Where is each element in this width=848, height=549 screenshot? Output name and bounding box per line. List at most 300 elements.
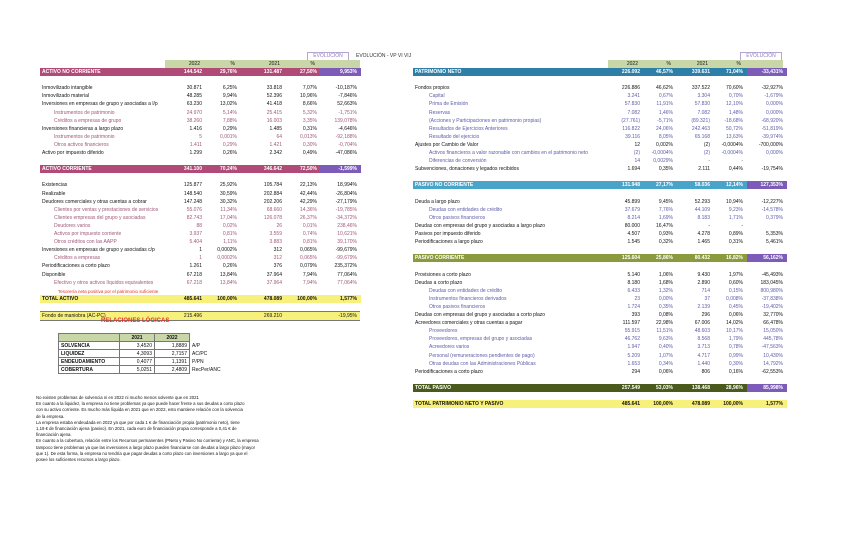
ratio-2021: 3,4520 <box>120 342 155 350</box>
table-row <box>40 295 360 303</box>
value-2022: 3.241 <box>627 93 640 100</box>
pct-2021: 0,065% <box>300 247 317 254</box>
table-row <box>40 206 360 214</box>
pct-2022: 0,67% <box>658 93 673 100</box>
table-row <box>40 246 360 254</box>
value-2021: 478.089 <box>263 295 282 302</box>
value-2021: 346.642 <box>263 166 282 173</box>
analysis-line: que 1). De esta forma, la empresa no tendría que pagar deudas a corto plazo con inversiones a largo ya que el <box>36 450 248 456</box>
table-row <box>413 384 783 392</box>
evolution: -19,402% <box>761 303 783 310</box>
pct-2021: 12,10% <box>726 101 743 108</box>
value-2022: 147.248 <box>183 198 202 205</box>
pct-2022: 0,02% <box>222 222 237 229</box>
table-row <box>413 254 783 262</box>
ratio-row <box>59 366 231 374</box>
pct-2022: 27,17% <box>656 182 673 189</box>
value-2021: 1.465 <box>697 239 710 246</box>
pct-2021: 13,63% <box>726 133 743 140</box>
analysis-line: En cuanto a la cobertura, relación entre los Recursos permanentes (PNeto y Pasivo No corriente) y ANC, la empresa <box>36 438 259 444</box>
pct-2022: 0,40% <box>658 344 673 351</box>
row-label: Inversiones en empresas de grupo y asociadas a l/p <box>42 101 158 108</box>
value-2022: 1.545 <box>627 239 640 246</box>
value-2022: 48.285 <box>186 93 202 100</box>
row-label: Proveedores <box>429 328 458 335</box>
pct-2021: 1,71% <box>728 214 743 221</box>
evolution: -45,493% <box>761 271 783 278</box>
value-2022: 226.092 <box>621 69 640 75</box>
value-2022: 111.597 <box>622 320 640 327</box>
pct-2021: 7,94% <box>302 271 317 278</box>
value-2021: 202.884 <box>263 190 282 197</box>
row-label: Proveedores, empresas del grupo y asociadas <box>429 336 533 343</box>
pct-2022: 0,32% <box>658 239 673 246</box>
value-2022: 67.218 <box>186 279 202 286</box>
evolution: 9,953% <box>340 69 357 75</box>
pct-2021: 0,15% <box>728 287 743 294</box>
pct-2022: 46,62% <box>656 85 673 92</box>
table-row <box>40 254 360 262</box>
evolution: -0,704% <box>338 141 357 148</box>
value-2021: 44.109 <box>694 206 710 213</box>
value-2022: 67.218 <box>186 271 202 278</box>
row-label: Activos por impuesto corriente <box>54 231 122 237</box>
value-2022: 393 <box>631 312 640 318</box>
row-label: Deuda a largo plazo <box>415 198 460 205</box>
value-2022: 125.604 <box>621 255 640 262</box>
row-label: Subvenciones, donaciones y legados recibidos <box>415 166 519 173</box>
row-label: Inversiones en empresas de grupo y asociadas c/p <box>42 247 155 254</box>
value-2022: 5.404 <box>189 239 202 246</box>
value-2021: 3.713 <box>697 344 710 351</box>
pct-2021: -0,0004% <box>721 141 743 148</box>
pct-2021: 0,74% <box>302 231 317 237</box>
value-2021: 33.818 <box>266 85 282 92</box>
row-label: Acreedores comerciales y otras cuentas a pagar <box>415 320 523 327</box>
row-label: Provisiones a corto plazo <box>415 271 471 278</box>
evolution: 5,353% <box>766 231 783 237</box>
header-2022: 2022 <box>188 61 200 67</box>
evolution: 10,621% <box>337 231 357 237</box>
value-2022: 148.540 <box>183 190 202 197</box>
row-label: Pasivos por impuesto diferido <box>415 231 481 237</box>
evolution: 66,478% <box>763 320 783 327</box>
value-2021: 67.006 <box>694 320 710 327</box>
value-2021: 202.206 <box>263 198 282 205</box>
value-2021: (2) <box>703 150 710 156</box>
table-row <box>413 311 783 319</box>
table-row <box>40 84 360 92</box>
pct-2022: 1,46% <box>658 109 673 116</box>
ratio-formula: P/PN <box>192 358 204 365</box>
value-2021: 714 <box>701 287 710 294</box>
header-pct: % <box>310 61 315 67</box>
row-label: Acreedores varios <box>429 344 470 351</box>
value-2022: 341.100 <box>183 166 202 173</box>
table-row <box>40 214 360 222</box>
pct-2022: 29,76% <box>220 69 237 75</box>
value-2021: 242.463 <box>691 125 710 132</box>
row-label: Diferencias de conversión <box>429 158 487 165</box>
evolution: -92,188% <box>335 133 357 140</box>
pct-2022: 100,00% <box>653 401 673 408</box>
value-2021: 3.559 <box>269 231 282 237</box>
pct-2021: 3,35% <box>302 117 317 124</box>
table-row <box>40 92 360 100</box>
pct-2021: 70,60% <box>726 85 743 92</box>
row-label: Efectivo y otros activos líquidos equivalentes <box>54 279 154 286</box>
value-2021: 269.210 <box>263 313 282 319</box>
value-2021: 312 <box>273 247 282 254</box>
value-2022: 1.411 <box>189 141 202 148</box>
pct-2022: -5,71% <box>657 117 673 124</box>
value-2022: 8.180 <box>627 279 640 286</box>
row-label: Resultados de Ejercicios Anteriores <box>429 125 508 132</box>
row-label: Otros créditos con las AAPP <box>54 239 117 246</box>
table-row <box>40 149 360 157</box>
row-label: Créditos a empresas <box>54 255 101 262</box>
value-2021: 58.036 <box>694 182 710 189</box>
row-label: Disponible <box>42 271 66 278</box>
evolution: -34,372% <box>335 214 357 221</box>
evolution: 0,000% <box>766 109 783 116</box>
value-2022: 1 <box>199 255 202 262</box>
evolution: 0,379% <box>766 214 783 221</box>
table-row <box>40 117 360 125</box>
pct-2021: 1,97% <box>728 271 743 278</box>
value-2022: 12 <box>634 141 640 148</box>
value-2021: 3.304 <box>697 93 710 100</box>
evolution: -32,927% <box>761 85 783 92</box>
pct-2022: -0,0004% <box>651 150 673 156</box>
evolution: -7,846% <box>338 93 357 100</box>
evolucion-label-left: EVOLUCIÓN <box>307 52 349 61</box>
row-label: Deudores varios <box>54 222 91 229</box>
pct-2021: 5,32% <box>302 109 317 116</box>
table-row <box>413 181 783 189</box>
pct-2022: 7,76% <box>658 206 673 213</box>
pct-2022: 0,29% <box>222 125 237 132</box>
table-row <box>413 133 783 141</box>
pct-2021: 72,50% <box>300 166 317 173</box>
pct-2022: 0,81% <box>222 231 237 237</box>
pct-2022: 0,35% <box>658 166 673 173</box>
table-row <box>413 352 783 360</box>
pasivo-header-row <box>608 60 783 68</box>
value-2022: 125.877 <box>183 182 202 189</box>
pct-2021: 14,36% <box>300 206 317 213</box>
table-row <box>413 92 783 100</box>
pct-2021: 10,17% <box>726 328 743 335</box>
ratio-2021: 0,4077 <box>120 358 155 366</box>
ratio-formula: AC/PC <box>192 350 208 357</box>
value-2021: 3.883 <box>269 239 282 246</box>
value-2022: 1 <box>199 247 202 254</box>
evolution: 238,46% <box>337 222 357 229</box>
evolution: 18,994% <box>337 182 357 189</box>
pct-2022: 7,88% <box>222 117 237 124</box>
value-2022: 257.549 <box>621 384 640 391</box>
evolution: -4,646% <box>338 125 357 132</box>
pct-2021: 50,72% <box>726 125 743 132</box>
table-row <box>40 100 360 108</box>
evolution: 15,050% <box>763 328 783 335</box>
row-label: Periodificaciones a largo plazo <box>415 239 483 246</box>
pct-2022: 0,0002% <box>217 247 237 254</box>
pct-2021: 0,78% <box>728 344 743 351</box>
value-2021: 1.421 <box>269 141 282 148</box>
pct-2021: 0,99% <box>728 352 743 359</box>
row-label: ACTIVO NO CORRIENTE <box>42 69 101 75</box>
pct-2021: 28,96% <box>726 384 743 391</box>
row-label: Clientes por ventas y prestaciones de servicios <box>54 206 159 213</box>
pct-2022: 11,51% <box>656 328 673 335</box>
evolution: 10,430% <box>763 352 783 359</box>
table-row <box>413 335 783 343</box>
pct-2022: 0,26% <box>222 263 237 270</box>
evolucion-label-mid: EVOLUCIÓN - VP VI VIJ <box>356 53 412 59</box>
row-label: Otros pasivos financieros <box>429 214 486 221</box>
evolution: 56,162% <box>763 255 783 262</box>
evolution: 14,792% <box>763 360 783 367</box>
pct-2022: 0,93% <box>658 231 673 237</box>
pct-2021: 0,89% <box>728 231 743 237</box>
row-label: TOTAL PATRIMONIO NETO Y PASIVO <box>415 401 504 408</box>
evolution: 5,461% <box>766 239 783 246</box>
pct-2021: 0,06% <box>728 312 743 318</box>
table-row <box>413 327 783 335</box>
pct-2021: 8,66% <box>302 101 317 108</box>
value-2021: 1.485 <box>269 125 282 132</box>
analysis-box <box>36 395 282 507</box>
pct-2021: 0,008% <box>726 295 743 302</box>
analysis-line: de la empresa. <box>36 413 65 419</box>
value-2022: 57.830 <box>624 101 640 108</box>
row-label: Periodificaciones a corto plazo <box>415 368 483 375</box>
table-row <box>413 214 783 222</box>
evolution: -1,751% <box>338 109 357 116</box>
value-2021: 126.078 <box>263 214 282 221</box>
header-2022: 2022 <box>626 61 638 67</box>
evolution: 77,064% <box>337 279 357 286</box>
evolution: -1,599% <box>338 166 357 173</box>
table-row <box>413 287 783 295</box>
analysis-text <box>36 395 259 463</box>
ratios-header-2022: 2022 <box>155 334 190 342</box>
analysis-line: posee los suficientes recursos a largo plazo. <box>36 457 121 463</box>
table-row <box>40 262 360 270</box>
header-2021: 2021 <box>268 61 280 67</box>
row-label: Fondos propios <box>415 85 450 92</box>
value-2021: 37.964 <box>266 271 282 278</box>
evolution: -68,920% <box>761 117 783 124</box>
table-row <box>40 238 360 246</box>
table-row <box>413 222 783 230</box>
value-2021: 337.522 <box>691 85 710 92</box>
table-row <box>40 190 360 198</box>
value-2022: 88 <box>196 222 202 229</box>
table-row <box>40 165 360 173</box>
table-row <box>413 149 783 157</box>
pct-2022: 22,98% <box>656 320 673 327</box>
pct-2021: 26,37% <box>300 214 317 221</box>
value-2021: 9.430 <box>697 271 710 278</box>
pct-2021: 10,94% <box>726 198 743 205</box>
value-2021: 806 <box>701 368 710 375</box>
table-row <box>413 100 783 108</box>
row-label: ACTIVO CORRIENTE <box>42 166 92 173</box>
evolution: 52,663% <box>337 101 357 108</box>
evolution: -99,679% <box>335 255 357 262</box>
value-2021: 16.003 <box>266 117 282 124</box>
row-label: TOTAL ACTIVO <box>42 295 79 302</box>
pct-2022: 0,06% <box>658 368 673 375</box>
row-label: (Acciones y Participaciones en patrimonio propias) <box>429 117 542 124</box>
value-2022: 294 <box>631 368 640 375</box>
pct-2022: 8,05% <box>658 133 673 140</box>
value-2021: 2.342 <box>269 150 282 156</box>
ratio-2022: 2,7157 <box>155 350 190 358</box>
evolution: 39,170% <box>337 239 357 246</box>
value-2021: 4.278 <box>697 231 710 237</box>
value-2022: 23 <box>634 295 640 302</box>
activo-header-row <box>165 60 360 68</box>
value-2021: (2) <box>703 141 710 148</box>
row-label: Instrumentos de patrimonio <box>54 133 115 140</box>
evolution: -14,578% <box>761 206 783 213</box>
header-pct: % <box>666 61 671 67</box>
value-2022: 55.915 <box>624 328 640 335</box>
value-2022: 30.871 <box>186 85 202 92</box>
value-2021: 65.168 <box>694 133 710 140</box>
value-2021: 339.631 <box>691 69 710 75</box>
value-2021: 48.603 <box>694 328 710 335</box>
table-row <box>413 206 783 214</box>
table-row <box>413 343 783 351</box>
ratio-name: COBERTURA <box>59 366 120 374</box>
table-row <box>40 271 360 279</box>
value-2021: (89.321) <box>691 117 710 124</box>
pct-2022: 0,00% <box>658 295 673 302</box>
value-2022: 1.694 <box>627 166 640 173</box>
table-row <box>413 279 783 287</box>
row-label: Existencias <box>42 182 68 189</box>
pct-2022: 9,63% <box>658 336 673 343</box>
ratio-name: ENDEUDAMIENTO <box>59 358 120 366</box>
row-label: Deudas con entidades de crédito <box>429 206 503 213</box>
value-2022: 5.209 <box>627 352 640 359</box>
pct-2022: 1,32% <box>658 287 673 294</box>
evolution: -19,95% <box>338 313 357 319</box>
value-2022: 1.416 <box>189 125 202 132</box>
evolution: -39,974% <box>761 133 783 140</box>
analysis-line: No existen problemas de solvencia ni en 2022 ni mucho menos solvente que en 2021 <box>36 395 199 400</box>
value-2021: 1.440 <box>697 360 710 367</box>
pct-2022: 0,29% <box>222 141 237 148</box>
evolution: -47,563% <box>761 344 783 351</box>
value-2021: 8.568 <box>697 336 710 343</box>
ratio-formula: A/P <box>192 342 201 349</box>
value-2021: - <box>708 222 710 229</box>
evolution: -700,000% <box>758 141 783 148</box>
row-label: Deudas con empresas del grupo y asociadas a largo plazo <box>415 222 546 229</box>
value-2022: 1.947 <box>627 344 640 351</box>
pct-2022: 30,32% <box>220 198 237 205</box>
row-label: Periodificaciones a corto plazo <box>42 263 110 270</box>
pct-2021: 0,44% <box>728 166 743 173</box>
value-2022: 37.679 <box>624 206 640 213</box>
pct-2021: 14,02% <box>726 320 743 327</box>
row-label: PATRIMONIO NETO <box>415 69 462 75</box>
pct-2021: 42,44% <box>300 190 317 197</box>
value-2021: 52.396 <box>266 93 282 100</box>
value-2022: 63.230 <box>186 101 202 108</box>
pct-2022: 11,34% <box>220 206 237 213</box>
evolution: 85,998% <box>763 384 783 391</box>
pct-2022: 13,84% <box>220 271 237 278</box>
pct-2021: 0,49% <box>302 150 317 156</box>
value-2022: 5 <box>199 133 202 140</box>
row-label: Inversiones financieras a largo plazo <box>42 125 124 132</box>
table-row <box>413 157 783 165</box>
value-2021: 2.139 <box>697 303 710 310</box>
value-2021: 80.432 <box>694 255 710 262</box>
table-row <box>413 271 783 279</box>
evolution: 139,078% <box>334 117 357 124</box>
ratios-header-row <box>59 334 231 342</box>
value-2022: 6.433 <box>627 287 640 294</box>
pct-2021: 0,30% <box>302 141 317 148</box>
value-2021: 376 <box>273 263 282 270</box>
ratios-title: RELACIONES LÓGICAS <box>101 318 170 324</box>
pct-2021: 100,00% <box>723 401 743 408</box>
pct-2022: 100,00% <box>217 295 237 302</box>
pct-2021: 1,79% <box>728 336 743 343</box>
value-2021: 52.293 <box>694 198 710 205</box>
pct-2021: - <box>741 158 743 165</box>
value-2021: 57.830 <box>694 101 710 108</box>
value-2022: 1.261 <box>189 263 202 270</box>
row-label: Deudas con entidades de crédito <box>429 287 503 294</box>
evolution: -12,227% <box>761 198 783 205</box>
pct-2021: 1,48% <box>728 109 743 116</box>
value-2022: 1.724 <box>627 303 640 310</box>
value-2022: 226.886 <box>621 85 640 92</box>
value-2022: 131.948 <box>621 182 640 189</box>
table-row <box>40 222 360 230</box>
evolution: -26,804% <box>335 190 357 197</box>
value-2022: 39.116 <box>625 133 640 140</box>
pct-2022: 25,92% <box>220 182 237 189</box>
value-2022: 80.000 <box>624 222 640 229</box>
pct-2021: 0,30% <box>728 360 743 367</box>
value-2021: 478.089 <box>691 401 710 408</box>
evolution: -19,785% <box>335 206 357 213</box>
table-row <box>413 319 783 327</box>
value-2022: 215.496 <box>183 313 202 319</box>
value-2021: 131.487 <box>263 69 282 75</box>
pct-2021: 7,94% <box>302 279 317 286</box>
value-2022: 46.762 <box>624 336 640 343</box>
row-label: Resultado del ejercicio <box>429 133 480 140</box>
header-2021: 2021 <box>696 61 708 67</box>
pct-2022: 17,04% <box>220 214 237 221</box>
table-row <box>413 117 783 125</box>
pct-2021: 0,60% <box>728 279 743 286</box>
value-2022: 14 <box>634 158 640 165</box>
value-2022: 82.743 <box>186 214 202 221</box>
row-label: Deudores comerciales y otras cuentas a cobrar <box>42 198 147 205</box>
